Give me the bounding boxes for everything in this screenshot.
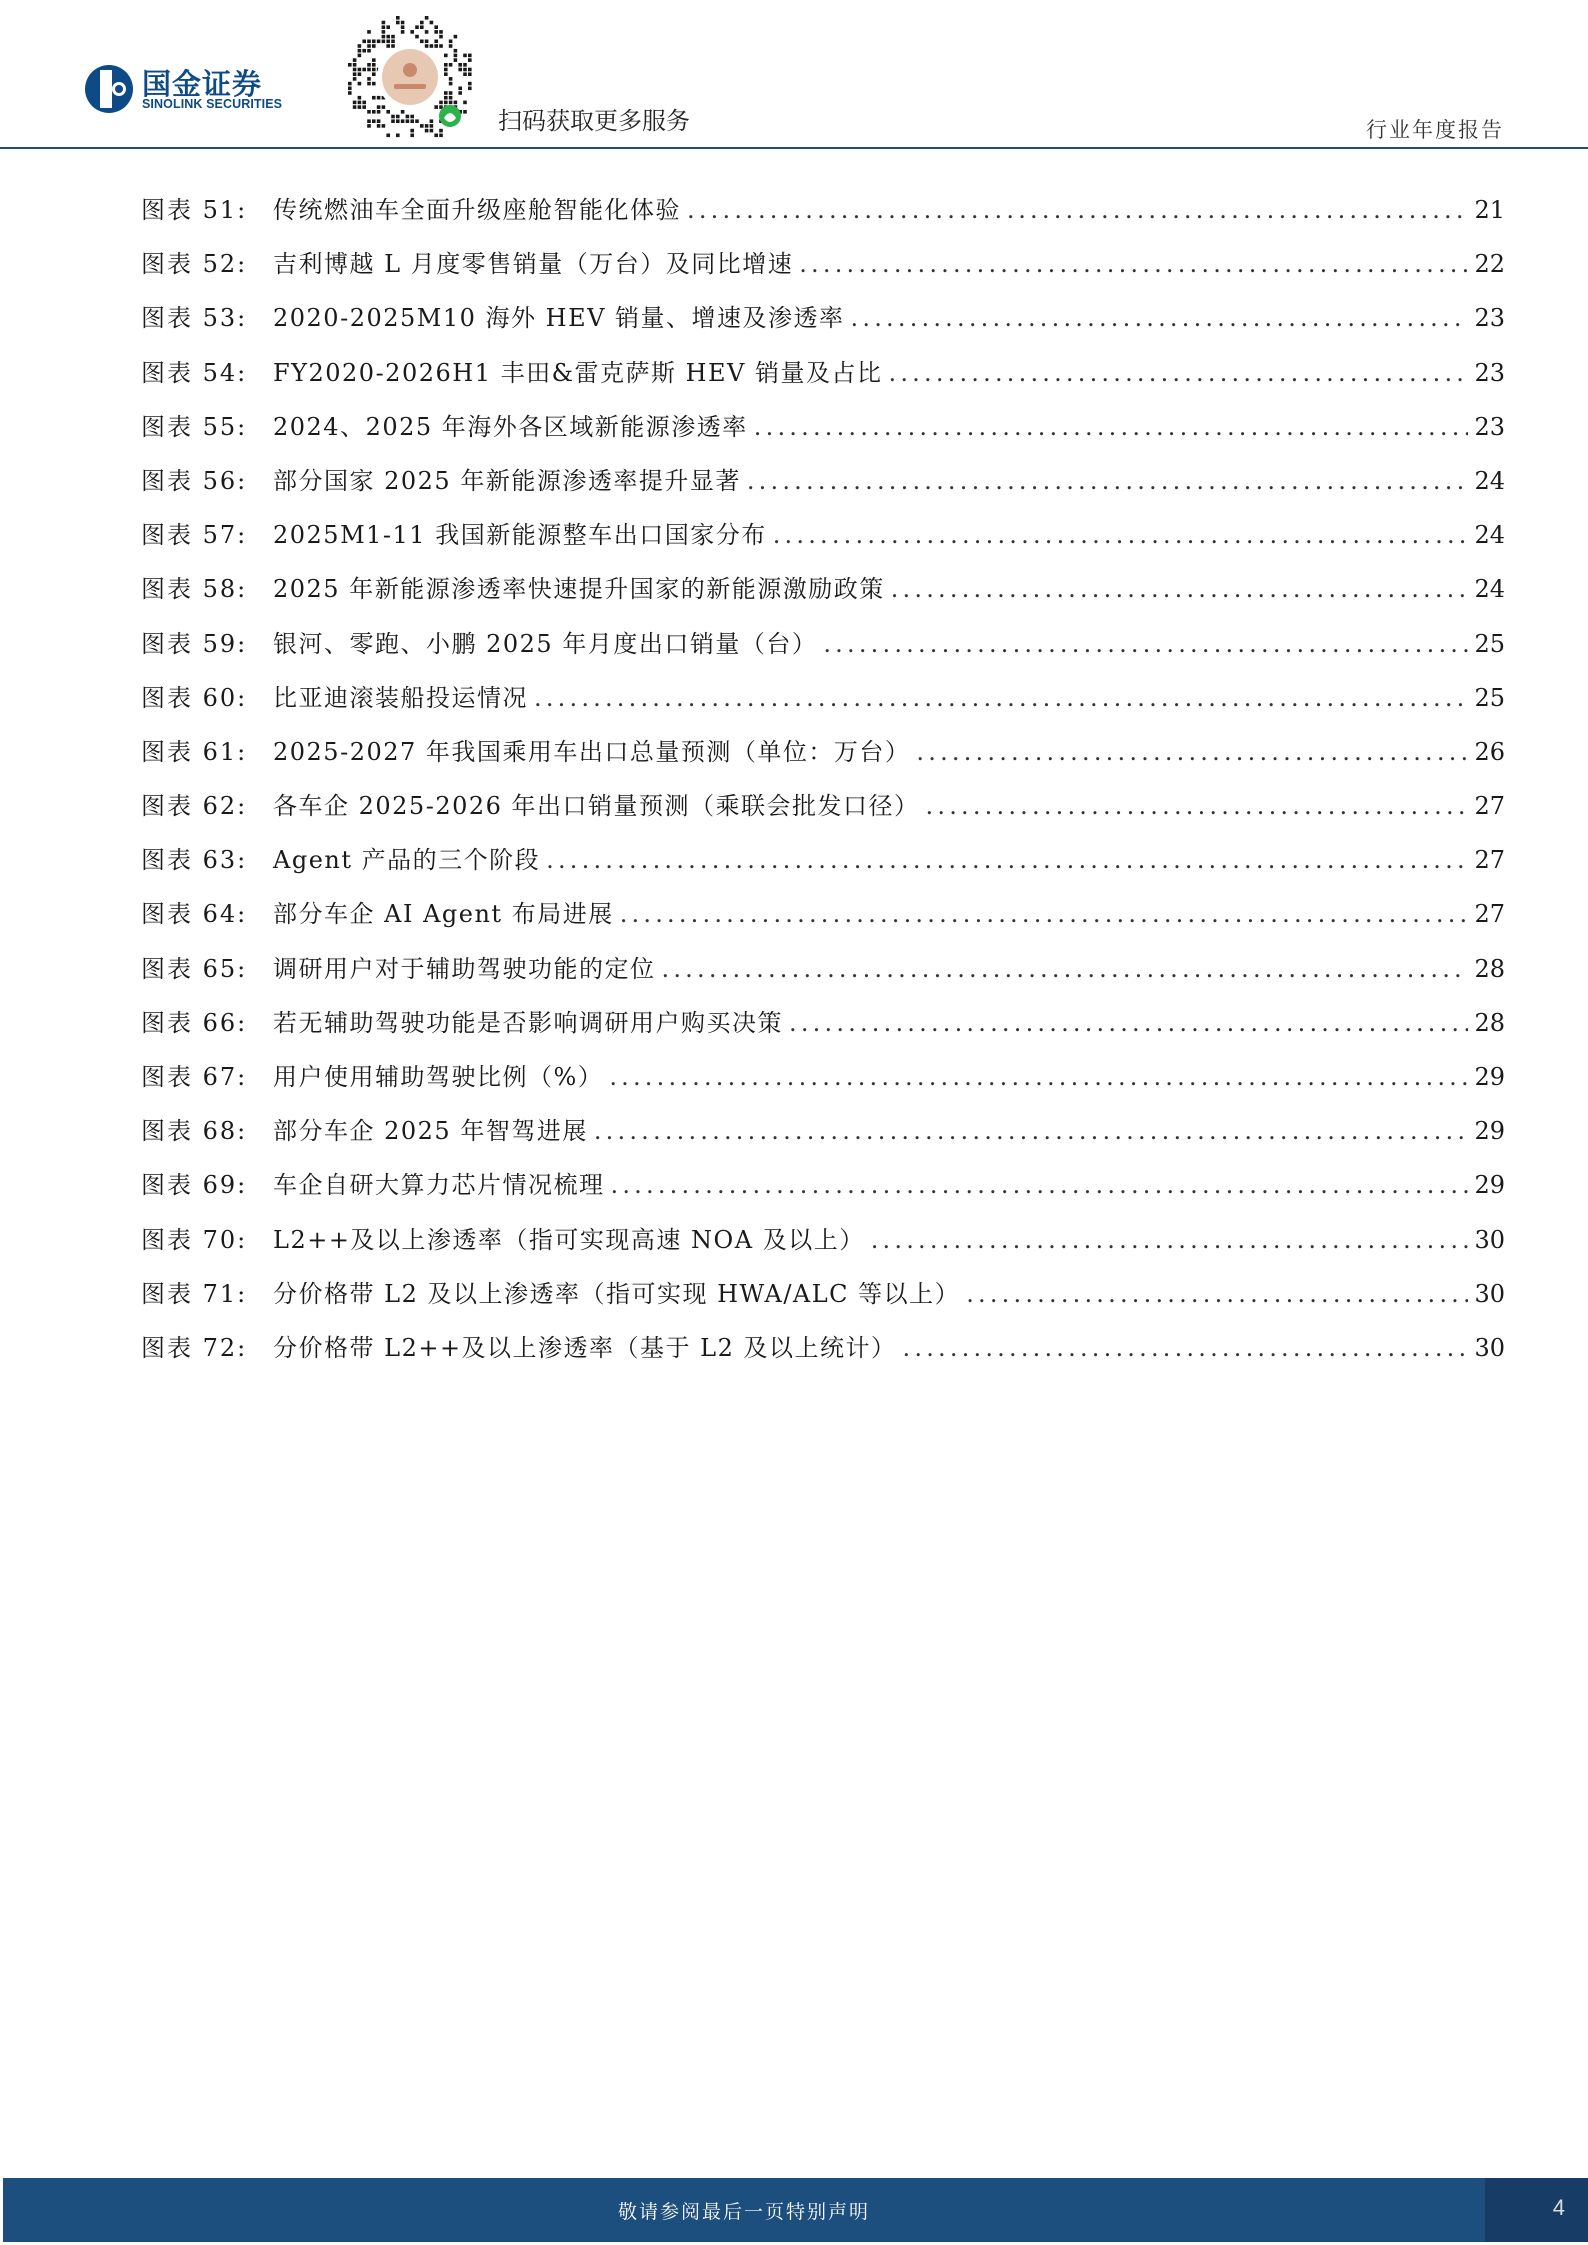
figure-number: 图表 64:	[141, 900, 248, 929]
figure-list-item[interactable]	[141, 624, 1505, 678]
figure-list-item[interactable]	[141, 190, 1505, 244]
figure-list-item[interactable]	[141, 840, 1505, 894]
figure-title: 2025M1-11 我国新能源整车出口国家分布	[273, 521, 767, 550]
dot-leader	[609, 1063, 1468, 1091]
figure-list-item[interactable]	[141, 949, 1505, 1003]
figure-title: 部分国家 2025 年新能源渗透率提升显著	[273, 466, 741, 495]
figure-title: 调研用户对于辅助驾驶功能的定位	[273, 954, 656, 983]
figure-title: L2++及以上渗透率（指可实现高速 NOA 及以上）	[273, 1225, 865, 1254]
report-type-label: 行业年度报告	[1366, 118, 1504, 142]
figure-number: 图表 70:	[141, 1225, 248, 1254]
figure-list	[141, 190, 1505, 1382]
figure-page-number: 27	[1474, 900, 1505, 929]
dot-leader	[687, 196, 1468, 224]
figure-number: 图表 72:	[141, 1333, 248, 1362]
dot-leader	[926, 792, 1469, 820]
figure-number: 图表 57:	[141, 521, 248, 550]
company-name-cn: 国金证券	[142, 67, 263, 101]
header-divider	[0, 147, 1588, 149]
figure-page-number: 30	[1474, 1279, 1505, 1308]
figure-title: 分价格带 L2 及以上渗透率（指可实现 HWA/ALC 等以上）	[273, 1279, 961, 1308]
figure-list-item[interactable]	[141, 1165, 1505, 1219]
dot-leader	[789, 1009, 1468, 1037]
figure-page-number: 24	[1474, 575, 1505, 604]
page-number: 4	[1552, 2195, 1565, 2220]
figure-title: 2024、2025 年海外各区域新能源渗透率	[273, 412, 748, 441]
figure-title: 用户使用辅助驾驶比例（%）	[273, 1063, 604, 1091]
dot-leader	[851, 304, 1469, 332]
figure-title: 传统燃油车全面升级座舱智能化体验	[273, 196, 681, 224]
figure-number: 图表 52:	[141, 250, 248, 279]
dot-leader	[754, 413, 1469, 441]
figure-number: 图表 65:	[141, 954, 248, 983]
figure-list-item[interactable]	[141, 894, 1505, 948]
figure-number: 图表 67:	[141, 1063, 248, 1091]
figure-title: 2025-2027 年我国乘用车出口总量预测（单位：万台）	[273, 737, 911, 766]
figure-page-number: 23	[1474, 304, 1505, 333]
figure-list-item[interactable]	[141, 244, 1505, 298]
figure-list-item[interactable]	[141, 569, 1505, 623]
figure-page-number: 28	[1474, 1008, 1505, 1037]
dot-leader	[891, 575, 1469, 603]
figure-list-item[interactable]	[141, 678, 1505, 732]
figure-list-item[interactable]	[141, 1274, 1505, 1328]
figure-title: 部分车企 AI Agent 布局进展	[273, 900, 614, 929]
figure-page-number: 25	[1474, 683, 1505, 712]
dot-leader	[966, 1280, 1468, 1308]
figure-page-number: 24	[1474, 466, 1505, 495]
figure-list-item[interactable]	[141, 353, 1505, 407]
dot-leader	[747, 467, 1469, 495]
figure-number: 图表 71:	[141, 1279, 248, 1308]
figure-title: 银河、零跑、小鹏 2025 年月度出口销量（台）	[273, 629, 818, 658]
sinolink-logo-icon	[84, 64, 134, 114]
figure-page-number: 21	[1474, 196, 1505, 224]
figure-title: 分价格带 L2++及以上渗透率（基于 L2 及以上统计）	[273, 1333, 897, 1362]
figure-list-item[interactable]	[141, 1328, 1505, 1382]
figure-title: 若无辅助驾驶功能是否影响调研用户购买决策	[273, 1008, 783, 1037]
dot-leader	[773, 521, 1469, 549]
figure-page-number: 30	[1474, 1333, 1505, 1362]
figure-title: 2020-2025M10 海外 HEV 销量、增速及渗透率	[273, 304, 845, 333]
figure-page-number: 27	[1474, 792, 1505, 821]
figure-page-number: 27	[1474, 846, 1505, 875]
figure-list-item[interactable]	[141, 732, 1505, 786]
dot-leader	[546, 846, 1468, 874]
dot-leader	[903, 1334, 1469, 1362]
figure-number: 图表 55:	[141, 412, 248, 441]
figure-list-item[interactable]	[141, 298, 1505, 352]
figure-title: 各车企 2025-2026 年出口销量预测（乘联会批发口径）	[273, 792, 920, 821]
figure-number: 图表 59:	[141, 629, 248, 658]
figure-title: Agent 产品的三个阶段	[273, 846, 541, 875]
figure-list-item[interactable]	[141, 1003, 1505, 1057]
figure-number: 图表 69:	[141, 1171, 248, 1200]
figure-page-number: 28	[1474, 954, 1505, 983]
figure-page-number: 29	[1474, 1117, 1505, 1146]
figure-page-number: 26	[1474, 737, 1505, 766]
page-header	[0, 0, 1588, 150]
figure-number: 图表 51:	[141, 196, 248, 224]
dot-leader	[594, 1117, 1469, 1145]
figure-number: 图表 68:	[141, 1117, 248, 1146]
dot-leader	[799, 250, 1468, 278]
figure-title: 比亚迪滚装船投运情况	[273, 683, 528, 712]
figure-number: 图表 54:	[141, 358, 248, 387]
dot-leader	[889, 359, 1469, 387]
disclaimer-notice: 敬请参阅最后一页特别声明	[617, 2201, 870, 2223]
figure-title: 2025 年新能源渗透率快速提升国家的新能源激励政策	[273, 575, 885, 604]
figure-page-number: 30	[1474, 1225, 1505, 1254]
dot-leader	[534, 684, 1468, 712]
figure-number: 图表 56:	[141, 466, 248, 495]
figure-title: 吉利博越 L 月度零售销量（万台）及同比增速	[273, 250, 794, 279]
qr-caption: 扫码获取更多服务	[498, 107, 690, 135]
figure-number: 图表 53:	[141, 304, 248, 333]
dot-leader	[871, 1226, 1469, 1254]
figure-page-number: 24	[1474, 521, 1505, 550]
figure-page-number: 29	[1474, 1063, 1505, 1091]
figure-list-item[interactable]	[141, 786, 1505, 840]
dot-leader	[823, 630, 1468, 658]
dot-leader	[611, 1171, 1469, 1199]
figure-number: 图表 60:	[141, 683, 248, 712]
figure-title: 车企自研大算力芯片情况梳理	[273, 1171, 605, 1200]
figure-number: 图表 62:	[141, 792, 248, 821]
figure-list-item[interactable]	[141, 1057, 1505, 1111]
figure-page-number: 22	[1474, 250, 1505, 279]
figure-page-number: 23	[1474, 358, 1505, 387]
figure-page-number: 25	[1474, 629, 1505, 658]
dot-leader	[620, 900, 1469, 928]
footer-bar	[3, 2178, 1485, 2242]
figure-number: 图表 58:	[141, 575, 248, 604]
figure-number: 图表 66:	[141, 1008, 248, 1037]
page-footer	[0, 2178, 1588, 2245]
company-name-en: SINOLINK SECURITIES	[142, 97, 283, 111]
figure-page-number: 23	[1474, 412, 1505, 441]
figure-page-number: 29	[1474, 1171, 1505, 1200]
figure-title: FY2020-2026H1 丰田&雷克萨斯 HEV 销量及占比	[273, 358, 883, 387]
figure-list-item[interactable]	[141, 1220, 1505, 1274]
dot-leader	[662, 955, 1469, 983]
figure-list-item[interactable]	[141, 1111, 1505, 1165]
dot-leader	[916, 738, 1468, 766]
figure-number: 图表 63:	[141, 846, 248, 875]
page-number-box	[1485, 2178, 1588, 2242]
figure-list-item[interactable]	[141, 461, 1505, 515]
qr-code-icon[interactable]	[344, 12, 476, 142]
figure-list-item[interactable]	[141, 407, 1505, 461]
figure-list-item[interactable]	[141, 515, 1505, 569]
figure-number: 图表 61:	[141, 737, 248, 766]
company-logo	[84, 60, 314, 120]
figure-title: 部分车企 2025 年智驾进展	[273, 1117, 588, 1146]
